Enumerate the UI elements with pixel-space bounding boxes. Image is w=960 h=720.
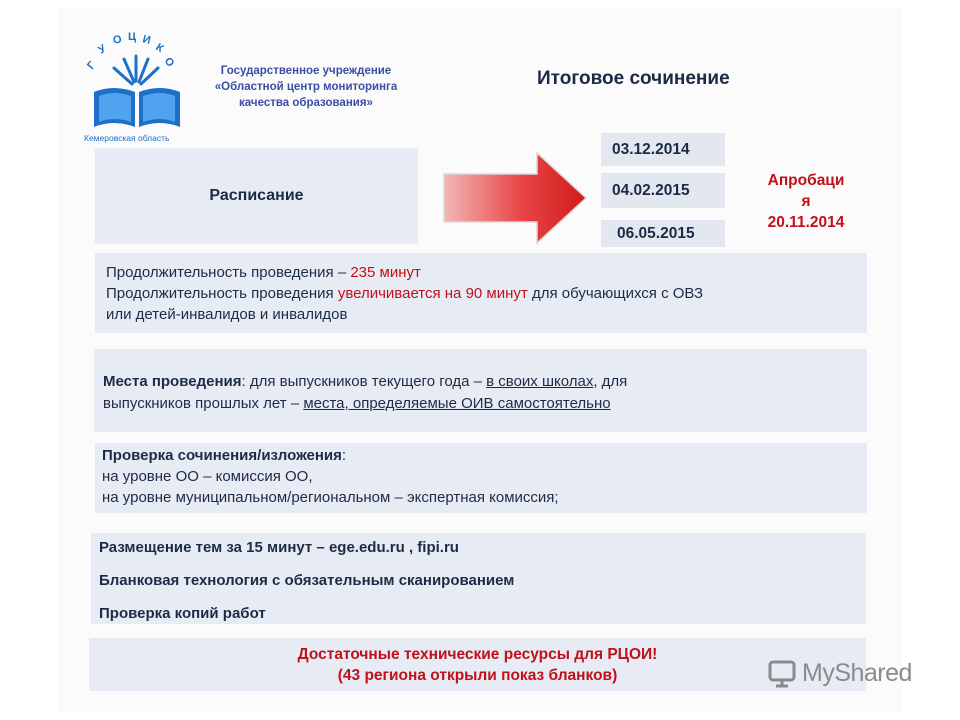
oiv-places-link[interactable]: места, определяемые ОИВ самостоятельно — [303, 395, 611, 412]
check-line: на уровне ОО – комиссия ОО, — [102, 468, 313, 485]
resources-line: (43 региона открыли показ бланков) — [337, 666, 618, 684]
right-arrow-icon — [442, 151, 588, 245]
duration-increase: увеличивается на 90 минут — [337, 285, 528, 302]
tech-item: Проверка копий работ — [99, 605, 266, 622]
slide-title: Итоговое сочинение — [537, 68, 730, 89]
schedule-date: 04.02.2015 — [601, 173, 725, 208]
watermark — [768, 655, 912, 691]
watermark-text: MyShared — [802, 658, 912, 687]
places-heading: Места проведения — [103, 373, 242, 390]
tech-box — [91, 533, 866, 624]
logo-region: Кемеровская область — [84, 133, 170, 143]
own-schools-link[interactable]: в своих школах — [486, 373, 594, 390]
check-line: Проверка сочинения/изложения: — [102, 447, 347, 464]
organization-logo — [84, 32, 194, 144]
logo-letter: У — [96, 42, 109, 57]
approbation-line: Апробаци — [767, 172, 845, 189]
check-box — [95, 443, 867, 513]
organization-name — [196, 63, 416, 111]
duration-value: 235 минут — [350, 264, 421, 281]
tech-item: Размещение тем за 15 минут – ege.edu.ru , fipi.ru — [99, 539, 459, 556]
schedule-box — [95, 148, 418, 244]
places-box — [94, 349, 867, 432]
org-name-line: качества образования» — [239, 97, 373, 109]
logo-letter: Г — [85, 59, 99, 72]
org-name-line: Государственное учреждение — [220, 65, 392, 77]
schedule-label: Расписание — [209, 187, 304, 204]
logo-letter: Ц — [128, 32, 137, 43]
resources-line: Достаточные технические ресурсы для РЦОИ! — [297, 645, 658, 663]
tech-item: Бланковая технология с обязательным сканированием — [99, 572, 515, 589]
logo-letter: К — [153, 41, 166, 56]
presentation-icon — [768, 658, 798, 688]
check-heading: Проверка сочинения/изложения — [102, 447, 342, 464]
schedule-date: 03.12.2014 — [601, 133, 725, 166]
logo-letter: О — [111, 33, 124, 47]
duration-box — [95, 253, 867, 333]
duration-line: или детей-инвалидов и инвалидов — [106, 306, 348, 323]
duration-line: Продолжительность проведения – 235 минут — [106, 264, 421, 281]
approbation-line: 20.11.2014 — [767, 214, 845, 231]
schedule-date: 06.05.2015 — [601, 220, 725, 247]
approbation-line: я — [801, 193, 811, 210]
places-line: выпускников прошлых лет – места, определяемые ОИВ самостоятельно — [103, 395, 611, 412]
org-name-line: «Областной центр мониторинга — [214, 81, 398, 93]
places-line: Места проведения: для выпускников текущего года – в своих школах, для — [103, 373, 628, 390]
logo-letter: И — [141, 33, 152, 47]
duration-line: Продолжительность проведения увеличивается на 90 минут для обучающихся с ОВЗ — [106, 285, 703, 302]
check-line: на уровне муниципальном/региональном – экспертная комиссия; — [102, 489, 559, 506]
resources-box — [89, 638, 866, 691]
approbation-note — [752, 170, 860, 233]
logo-letter: О — [161, 55, 177, 70]
